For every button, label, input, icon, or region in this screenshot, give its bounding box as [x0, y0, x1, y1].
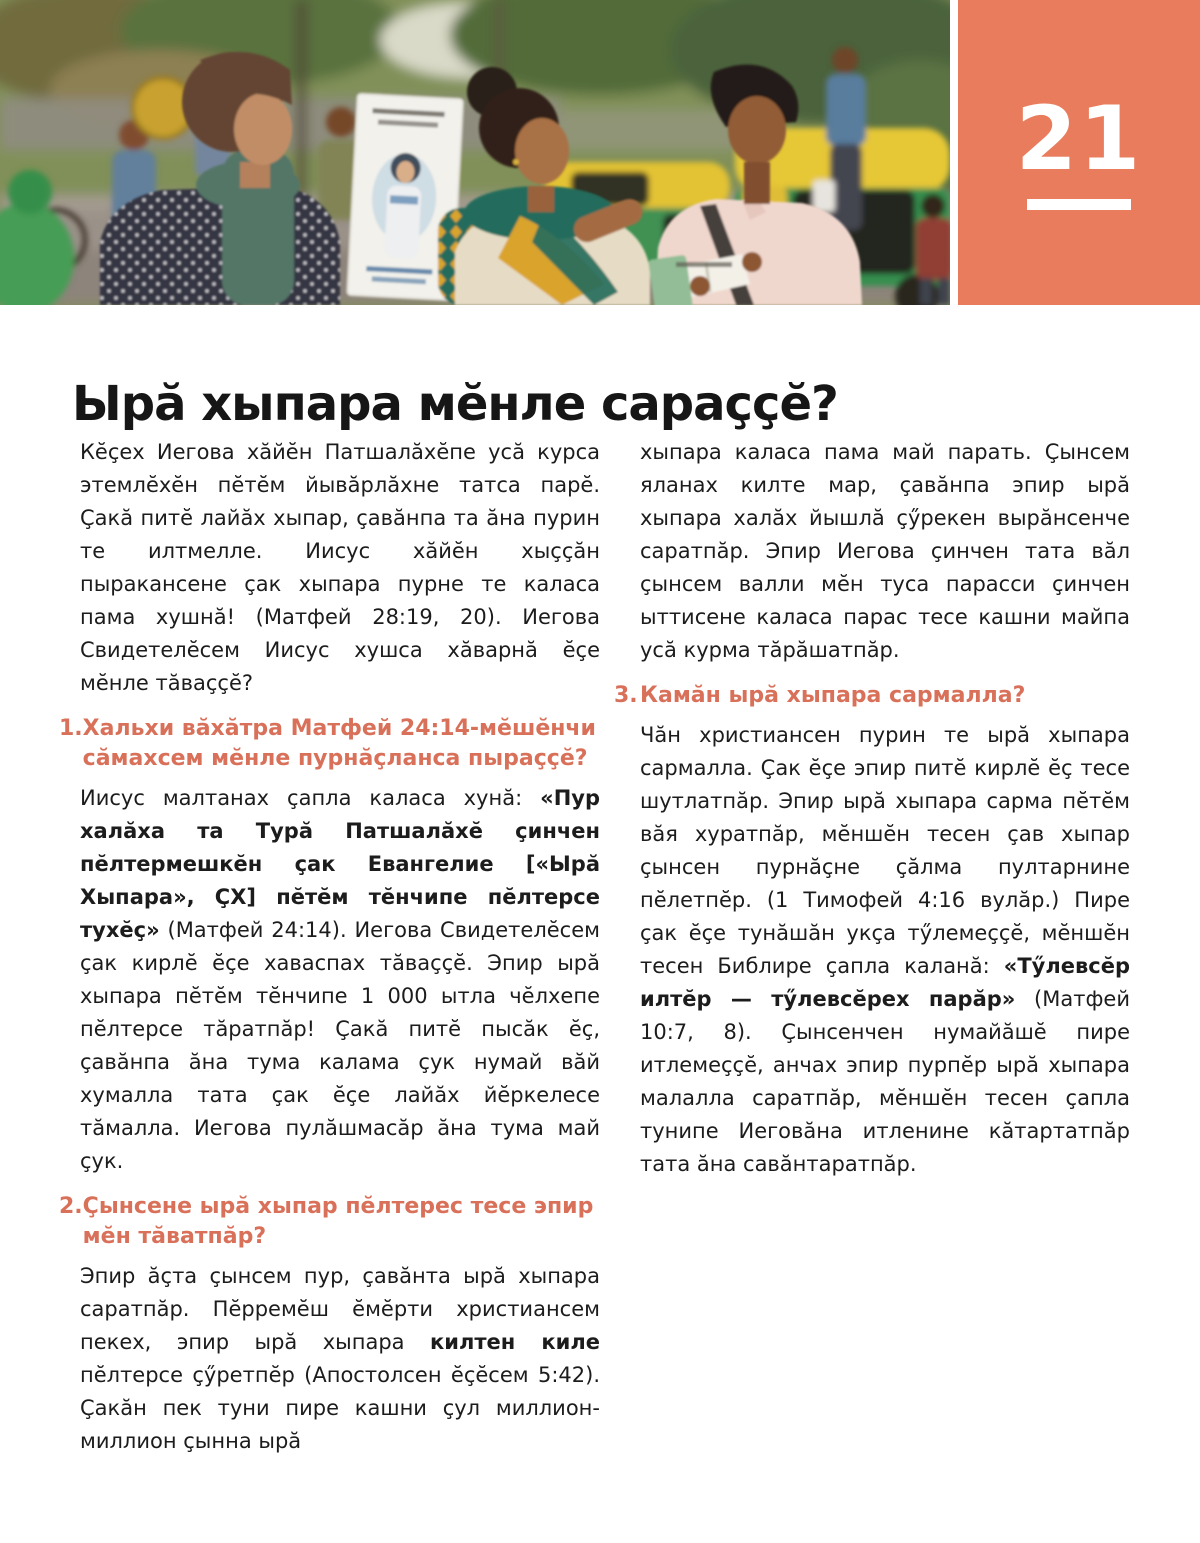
- lesson-number-badge: [958, 0, 1200, 305]
- text-column-right: [614, 436, 1130, 1193]
- answer-paragraph-2-continued: хыпара каласа пама май парать. Ҫынсем яланах килте мар, ҫавӑнпа эпир ырӑ хыпара халӑх йышлӑ ҫӳрекен вырӑнсенче саратпӑр. Эпир Иегова ҫинчен тата вӑл ҫынсем валли мӗн туса парасси ҫинчен ыттисене каласа парас тесе кашни майпа усӑ курма тӑрӑшатпӑр.: [640, 440, 1130, 662]
- question-text: Хальхи вӑхӑтра Матфей 24:14-мӗшӗнчи сӑмахсем мӗнле пурнӑҫланса пыраҫҫӗ?: [82, 716, 596, 771]
- badge-underline-bar: [1027, 199, 1131, 210]
- answer-paragraph-2: Эпир ӑҫта ҫынсем пур, ҫавӑнта ырӑ хыпара саратпӑр. Пӗрремӗш ӗмӗрти христиансем пекех, эпир ырӑ хыпара килтен киле пӗлтерсе ҫӳретпӗр (Апостолсен ӗҫӗсем 5:42). Ҫакӑн пек туни пире кашни ҫул миллион-миллион ҫынна ырӑ: [80, 1264, 600, 1453]
- lesson-number: 21: [1015, 87, 1143, 190]
- question-heading-3: [614, 681, 1130, 711]
- question-text: Ҫынсене ырӑ хыпар пӗлтерес тесе эпир мӗн тӑватпӑр?: [82, 1194, 594, 1249]
- answer-paragraph-1: Иисус малтанах ҫапла каласа хунӑ: «Пур халӑха та Турӑ Патшалӑхӗ ҫинчен пӗлтермешкӗн ҫак Евангелие [«Ырӑ Хыпара», ҪХ] пӗтӗм тӗнчипе пӗлтерсе тухӗҫ» (Матфей 24:14). Иегова Свидетелӗсем ҫак кирлӗ ӗҫе хаваспах тӑваҫҫӗ. Эпир ырӑ хыпара пӗтӗм тӗнчипе 1 000 ытла чӗлхепе пӗлтерсе тӑратпӑр! Ҫакӑ питӗ пысӑк ӗҫ, ҫавӑнпа ӑна тума калама ҫук нумай вӑй хумалла тата ҫак ӗҫе лайӑх йӗркелесе тӑмалла. Иегова пулӑшмасӑр ӑна тума май ҫук.: [80, 786, 600, 1173]
- street-scene-illustration: [0, 0, 950, 305]
- question-heading-2: [59, 1192, 600, 1252]
- text-column-left: [59, 436, 600, 1470]
- header-photo: [0, 0, 950, 305]
- page-title: Ырӑ хыпара мӗнле сараҫҫӗ?: [72, 376, 838, 433]
- question-heading-1: [59, 714, 600, 774]
- question-number: 3.: [614, 683, 638, 708]
- answer-paragraph-3: Чӑн христиансен пурин те ырӑ хыпара сармалла. Ҫак ӗҫе эпир питӗ кирлӗ ӗҫ тесе шутлатпӑр. Эпир ырӑ хыпара сарма пӗтӗм вӑя хуратпӑр, мӗншӗн тесен ҫав хыпар ҫынсен пурнӑҫне ҫӑлма пултарнине пӗлетпӗр. (1 Тимофей 4:16 вулӑр.) Пире ҫак ӗҫе тунӑшӑн укҫа тӳлемеҫҫӗ, мӗншӗн тесен Библире ҫапла каланӑ: «Тӳлевсӗр илтӗр — тӳлевсӗрех парӑр» (Матфей 10:7, 8). Ҫынсенчен нумайӑшӗ пире итлемеҫҫӗ, анчах эпир пурпӗр ырӑ хыпара малалла саратпӑр, мӗншӗн тесен ҫапла тунипе Иеговӑна итленине кӑтартатпӑр тата ӑна савӑнтаратпӑр.: [640, 723, 1130, 1176]
- question-number: 2.: [59, 1194, 83, 1219]
- question-number: 1.: [59, 716, 83, 741]
- question-text: Камӑн ырӑ хыпара сармалла?: [640, 683, 1026, 708]
- intro-paragraph: Кӗҫех Иегова хӑйӗн Патшалӑхӗпе усӑ курса этемлӗхӗн пӗтӗм йывӑрлӑхне татса парӗ. Ҫакӑ питӗ лайӑх хыпар, ҫавӑнпа та ӑна пурин те илтмелле. Иисус хӑйӗн хыҫҫӑн пыракансене ҫак хыпара пурне те каласа пама хушнӑ! (Матфей 28:19, 20). Иегова Свидетелӗсем Иисус хушса хӑварнӑ ӗҫе мӗнле тӑваҫҫӗ?: [80, 440, 600, 695]
